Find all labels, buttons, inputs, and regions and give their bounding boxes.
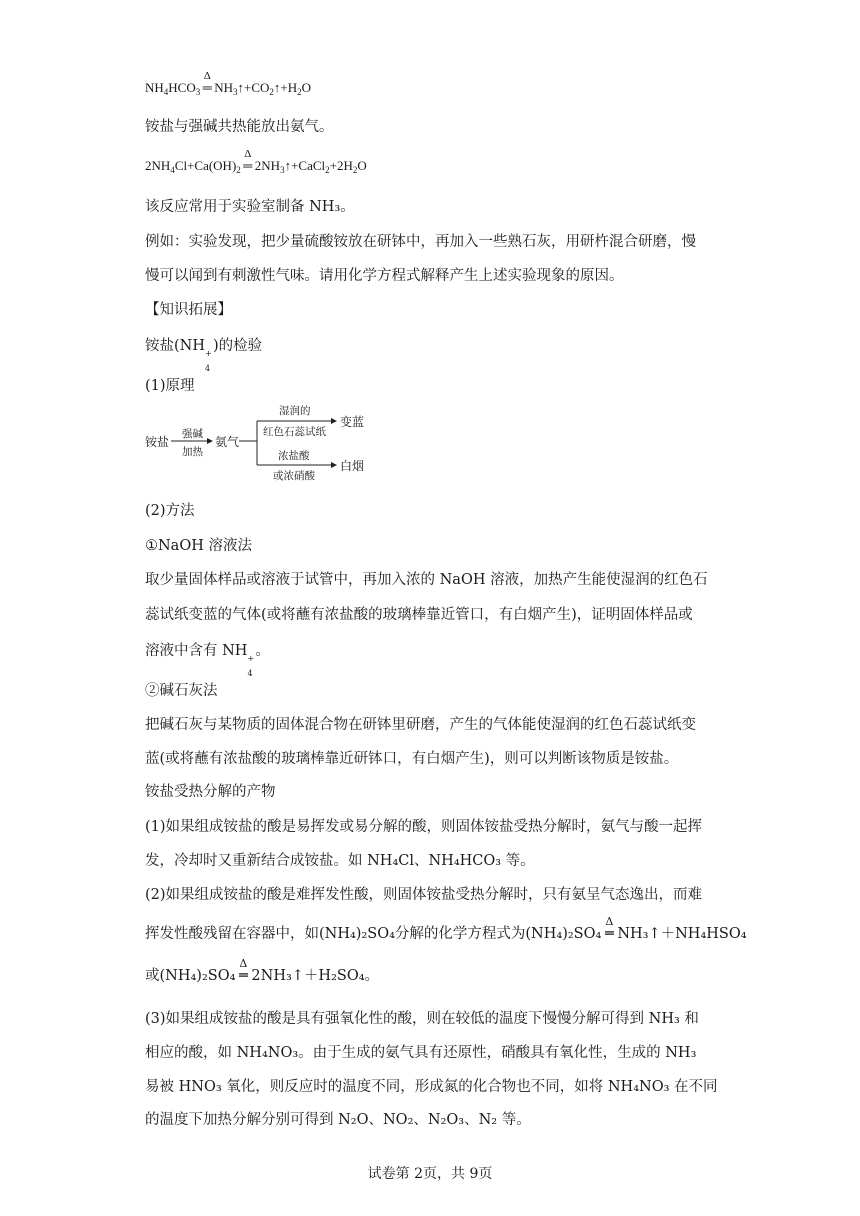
text-lab-prep: 该反应常用于实验室制备 NH₃。 <box>145 199 355 215</box>
diagram-cond-bottom: 加热 <box>182 446 203 458</box>
method2-line-1: 把碱石灰与某物质的固体混合物在研钵里研磨，产生的气体能使湿润的红色石蕊试纸变 <box>145 717 696 733</box>
decomp-heading: 铵盐受热分解的产物 <box>145 784 276 800</box>
equation-nh4hco3: $NH_4HCO_3$ Δ ═ $NH_3↑+CO_2↑+H_2O$ <box>145 70 312 97</box>
heat-sign: Δ ═ <box>202 70 212 95</box>
page-footer: 试卷第 2页，共 9页 <box>367 1166 493 1182</box>
method2-line-2: 蓝(或将蘸有浓盐酸的玻璃棒靠近研钵口，有白烟产生)，则可以判断该物质是铵盐。 <box>145 751 679 767</box>
p1-line-2: 发，冷却时又重新结合成铵盐。如 NH₄Cl、NH₄HCO₃ 等。 <box>145 853 535 869</box>
test-heading: 铵盐(NH + 4 )的检验 <box>145 338 263 373</box>
diagram-start: 铵盐 <box>145 435 170 449</box>
test-flow-diagram <box>145 407 375 487</box>
p3-line-2: 相应的酸，如 NH₄NO₃。由于生成的氨气具有还原性，硝酸具有氧化性，生成的 NH₃ <box>145 1045 697 1061</box>
method1-line-3: 溶液中含有 NH + 4 。 <box>145 643 270 678</box>
diagram-branch1-top: 湿润的 <box>279 405 311 417</box>
p3-line-1: (3)如果组成铵盐的酸是具有强氧化性的酸，则在较低的温度下慢慢分解可得到 NH₃ 和 <box>145 1011 699 1027</box>
diagram-gas: 氨气 <box>215 435 240 449</box>
method-heading: (2)方法 <box>145 503 195 519</box>
text-strong-base: 铵盐与强碱共热能放出氨气。 <box>145 119 334 135</box>
p2-line-3: 或(NH₄)₂SO₄ Δ ═ 2NH₃↑＋H₂SO₄。 <box>145 957 380 984</box>
diagram-branch1-bottom: 红色石蕊试纸 <box>263 426 326 438</box>
diagram-result1: 变蓝 <box>340 415 365 429</box>
method2-title: ②碱石灰法 <box>145 683 218 699</box>
p1-line-1: (1)如果组成铵盐的酸是易挥发或易分解的酸，则固体铵盐受热分解时，氨气与酸一起挥 <box>145 819 703 835</box>
method1-line-2: 蕊试纸变蓝的气体(或将蘸有浓盐酸的玻璃棒靠近管口，有白烟产生)，证明固体样品或 <box>145 607 693 623</box>
diagram-branch2-bottom: 或浓硝酸 <box>273 470 315 482</box>
method1-line-1: 取少量固体样品或溶液于试管中，再加入浓的 NaOH 溶液，加热产生能使湿润的红色石 <box>145 572 708 588</box>
p2-line-2: 挥发性酸残留在容器中，如(NH₄)₂SO₄分解的化学方程式为(NH₄)₂SO₄ Δ ═ NH₃↑＋NH₄HSO₄ <box>145 915 747 942</box>
p3-line-3: 易被 HNO₃ 氧化，则反应时的温度不同，形成氮的化合物也不同，如将 NH₄NO₃ 在不同 <box>145 1079 718 1095</box>
p2-line-1: (2)如果组成铵盐的酸是难挥发性酸，则固体铵盐受热分解时，只有氨呈气态逸出，而难 <box>145 887 703 903</box>
equation-nh4cl: $2NH_4Cl+Ca(OH)_2$ Δ ═ $2NH_3↑+CaCl_2+2H_2O$ <box>145 148 367 175</box>
example-line-1: 例如：实验发现，把少量硫酸铵放在研钵中，再加入一些熟石灰，用研杵混合研磨，慢 <box>145 234 696 250</box>
example-line-2: 慢可以闻到有刺激性气味。请用化学方程式解释产生上述实验现象的原因。 <box>145 268 624 284</box>
method1-title: ①NaOH 溶液法 <box>145 538 252 554</box>
principle-heading: (1)原理 <box>145 378 195 394</box>
diagram-branch2-top: 浓盐酸 <box>278 450 310 462</box>
heat-sign: Δ ═ <box>243 148 253 173</box>
diagram-result2: 白烟 <box>340 459 365 473</box>
diagram-cond-top: 强碱 <box>182 428 203 440</box>
p3-line-4: 的温度下加热分解分别可得到 N₂O、NO₂、N₂O₃、N₂ 等。 <box>145 1112 531 1128</box>
knowledge-heading: 【知识拓展】 <box>145 302 232 318</box>
